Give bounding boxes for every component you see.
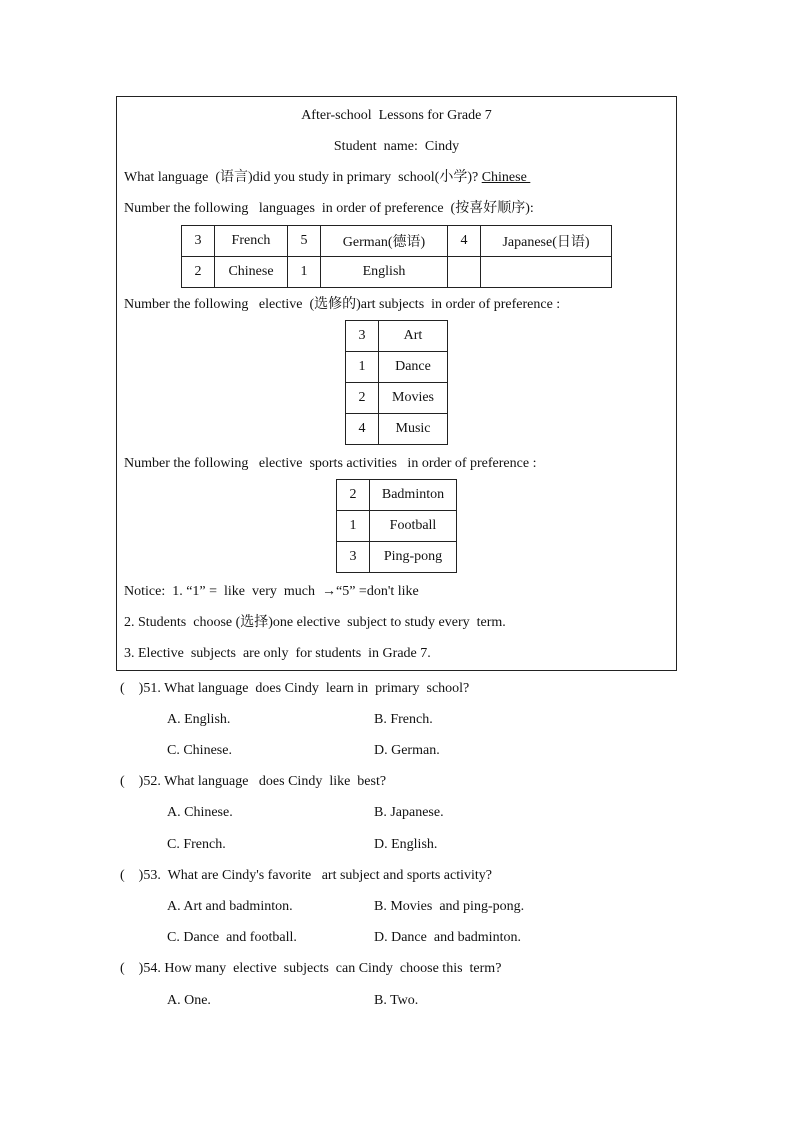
art-table <box>345 320 448 445</box>
answer-paren[interactable]: ( ) <box>120 774 144 789</box>
subject-cell: Art <box>379 321 448 352</box>
rank-cell: 2 <box>182 257 215 288</box>
notice-line-3: 3. Elective subjects are only for students in Grade 7. <box>124 646 431 661</box>
question-52 <box>120 773 386 791</box>
table-row <box>182 226 612 257</box>
language-cell: Japanese(日语) <box>481 226 612 257</box>
sports-heading: Number the following elective sports activities in order of preference : <box>124 456 537 471</box>
notice-title: After-school Lessons for Grade 7 <box>301 108 492 123</box>
option-a: A. Chinese. <box>167 805 233 820</box>
question-text: 52. What language does Cindy like best? <box>143 774 387 789</box>
question-text: 54. How many elective subjects can Cindy choose this term? <box>143 961 502 976</box>
rank-cell: 2 <box>346 383 379 414</box>
rank-cell: 4 <box>448 226 481 257</box>
rank-cell <box>448 257 481 288</box>
answer-paren[interactable]: ( ) <box>120 961 144 976</box>
rank-cell: 1 <box>346 352 379 383</box>
option-d: D. Dance and badminton. <box>374 930 521 945</box>
table-row <box>182 257 612 288</box>
notice-line-2: 2. Students choose (选择)one elective subject to study every term. <box>124 615 506 630</box>
rank-cell: 4 <box>346 414 379 445</box>
language-cell: French <box>215 226 288 257</box>
art-heading: Number the following elective (选修的)art subjects in order of preference : <box>124 297 561 312</box>
rank-cell: 3 <box>346 321 379 352</box>
rank-cell: 1 <box>288 257 321 288</box>
rank-cell: 3 <box>182 226 215 257</box>
option-a: A. One. <box>167 993 211 1008</box>
rank-cell: 3 <box>337 542 370 573</box>
answer-paren[interactable]: ( ) <box>120 868 144 883</box>
activity-cell: Football <box>370 511 457 542</box>
table-row <box>346 414 448 445</box>
language-cell <box>481 257 612 288</box>
language-cell: Chinese <box>215 257 288 288</box>
languages-heading: Number the following languages in order of preference (按喜好顺序): <box>124 201 534 216</box>
subject-cell: Dance <box>379 352 448 383</box>
activity-cell: Badminton <box>370 480 457 511</box>
option-b: B. Movies and ping-pong. <box>374 899 525 914</box>
question-text: 53. What are Cindy's favorite art subject and sports activity? <box>143 868 492 883</box>
language-question-answer: Chinese <box>481 170 531 185</box>
question-53 <box>120 867 492 885</box>
language-question <box>124 169 530 187</box>
notice-line-1: Notice: 1. “1” = like very much →“5” =don't like <box>124 584 419 599</box>
option-b: B. Japanese. <box>374 805 444 820</box>
question-54 <box>120 960 501 978</box>
sports-table <box>336 479 457 573</box>
language-cell: German(德语) <box>321 226 448 257</box>
table-row <box>346 352 448 383</box>
question-51 <box>120 680 469 698</box>
subject-cell: Movies <box>379 383 448 414</box>
option-b: B. French. <box>374 712 433 727</box>
languages-table <box>181 225 612 288</box>
option-a: A. Art and badminton. <box>167 899 293 914</box>
subject-cell: Music <box>379 414 448 445</box>
option-d: D. German. <box>374 743 440 758</box>
language-question-prefix: What language (语言)did you study in primary school(小学)? <box>124 170 482 185</box>
option-a: A. English. <box>167 712 231 727</box>
option-c: C. French. <box>167 837 226 852</box>
table-row <box>337 480 457 511</box>
option-c: C. Dance and football. <box>167 930 297 945</box>
table-row <box>346 383 448 414</box>
rank-cell: 5 <box>288 226 321 257</box>
table-row <box>346 321 448 352</box>
activity-cell: Ping-pong <box>370 542 457 573</box>
student-name: Student name: Cindy <box>333 139 460 154</box>
option-b: B. Two. <box>374 993 419 1008</box>
rank-cell: 2 <box>337 480 370 511</box>
option-d: D. English. <box>374 837 438 852</box>
table-row <box>337 542 457 573</box>
rank-cell: 1 <box>337 511 370 542</box>
answer-paren[interactable]: ( ) <box>120 681 144 696</box>
table-row <box>337 511 457 542</box>
language-cell: English <box>321 257 448 288</box>
option-c: C. Chinese. <box>167 743 232 758</box>
question-text: 51. What language does Cindy learn in primary school? <box>143 681 470 696</box>
